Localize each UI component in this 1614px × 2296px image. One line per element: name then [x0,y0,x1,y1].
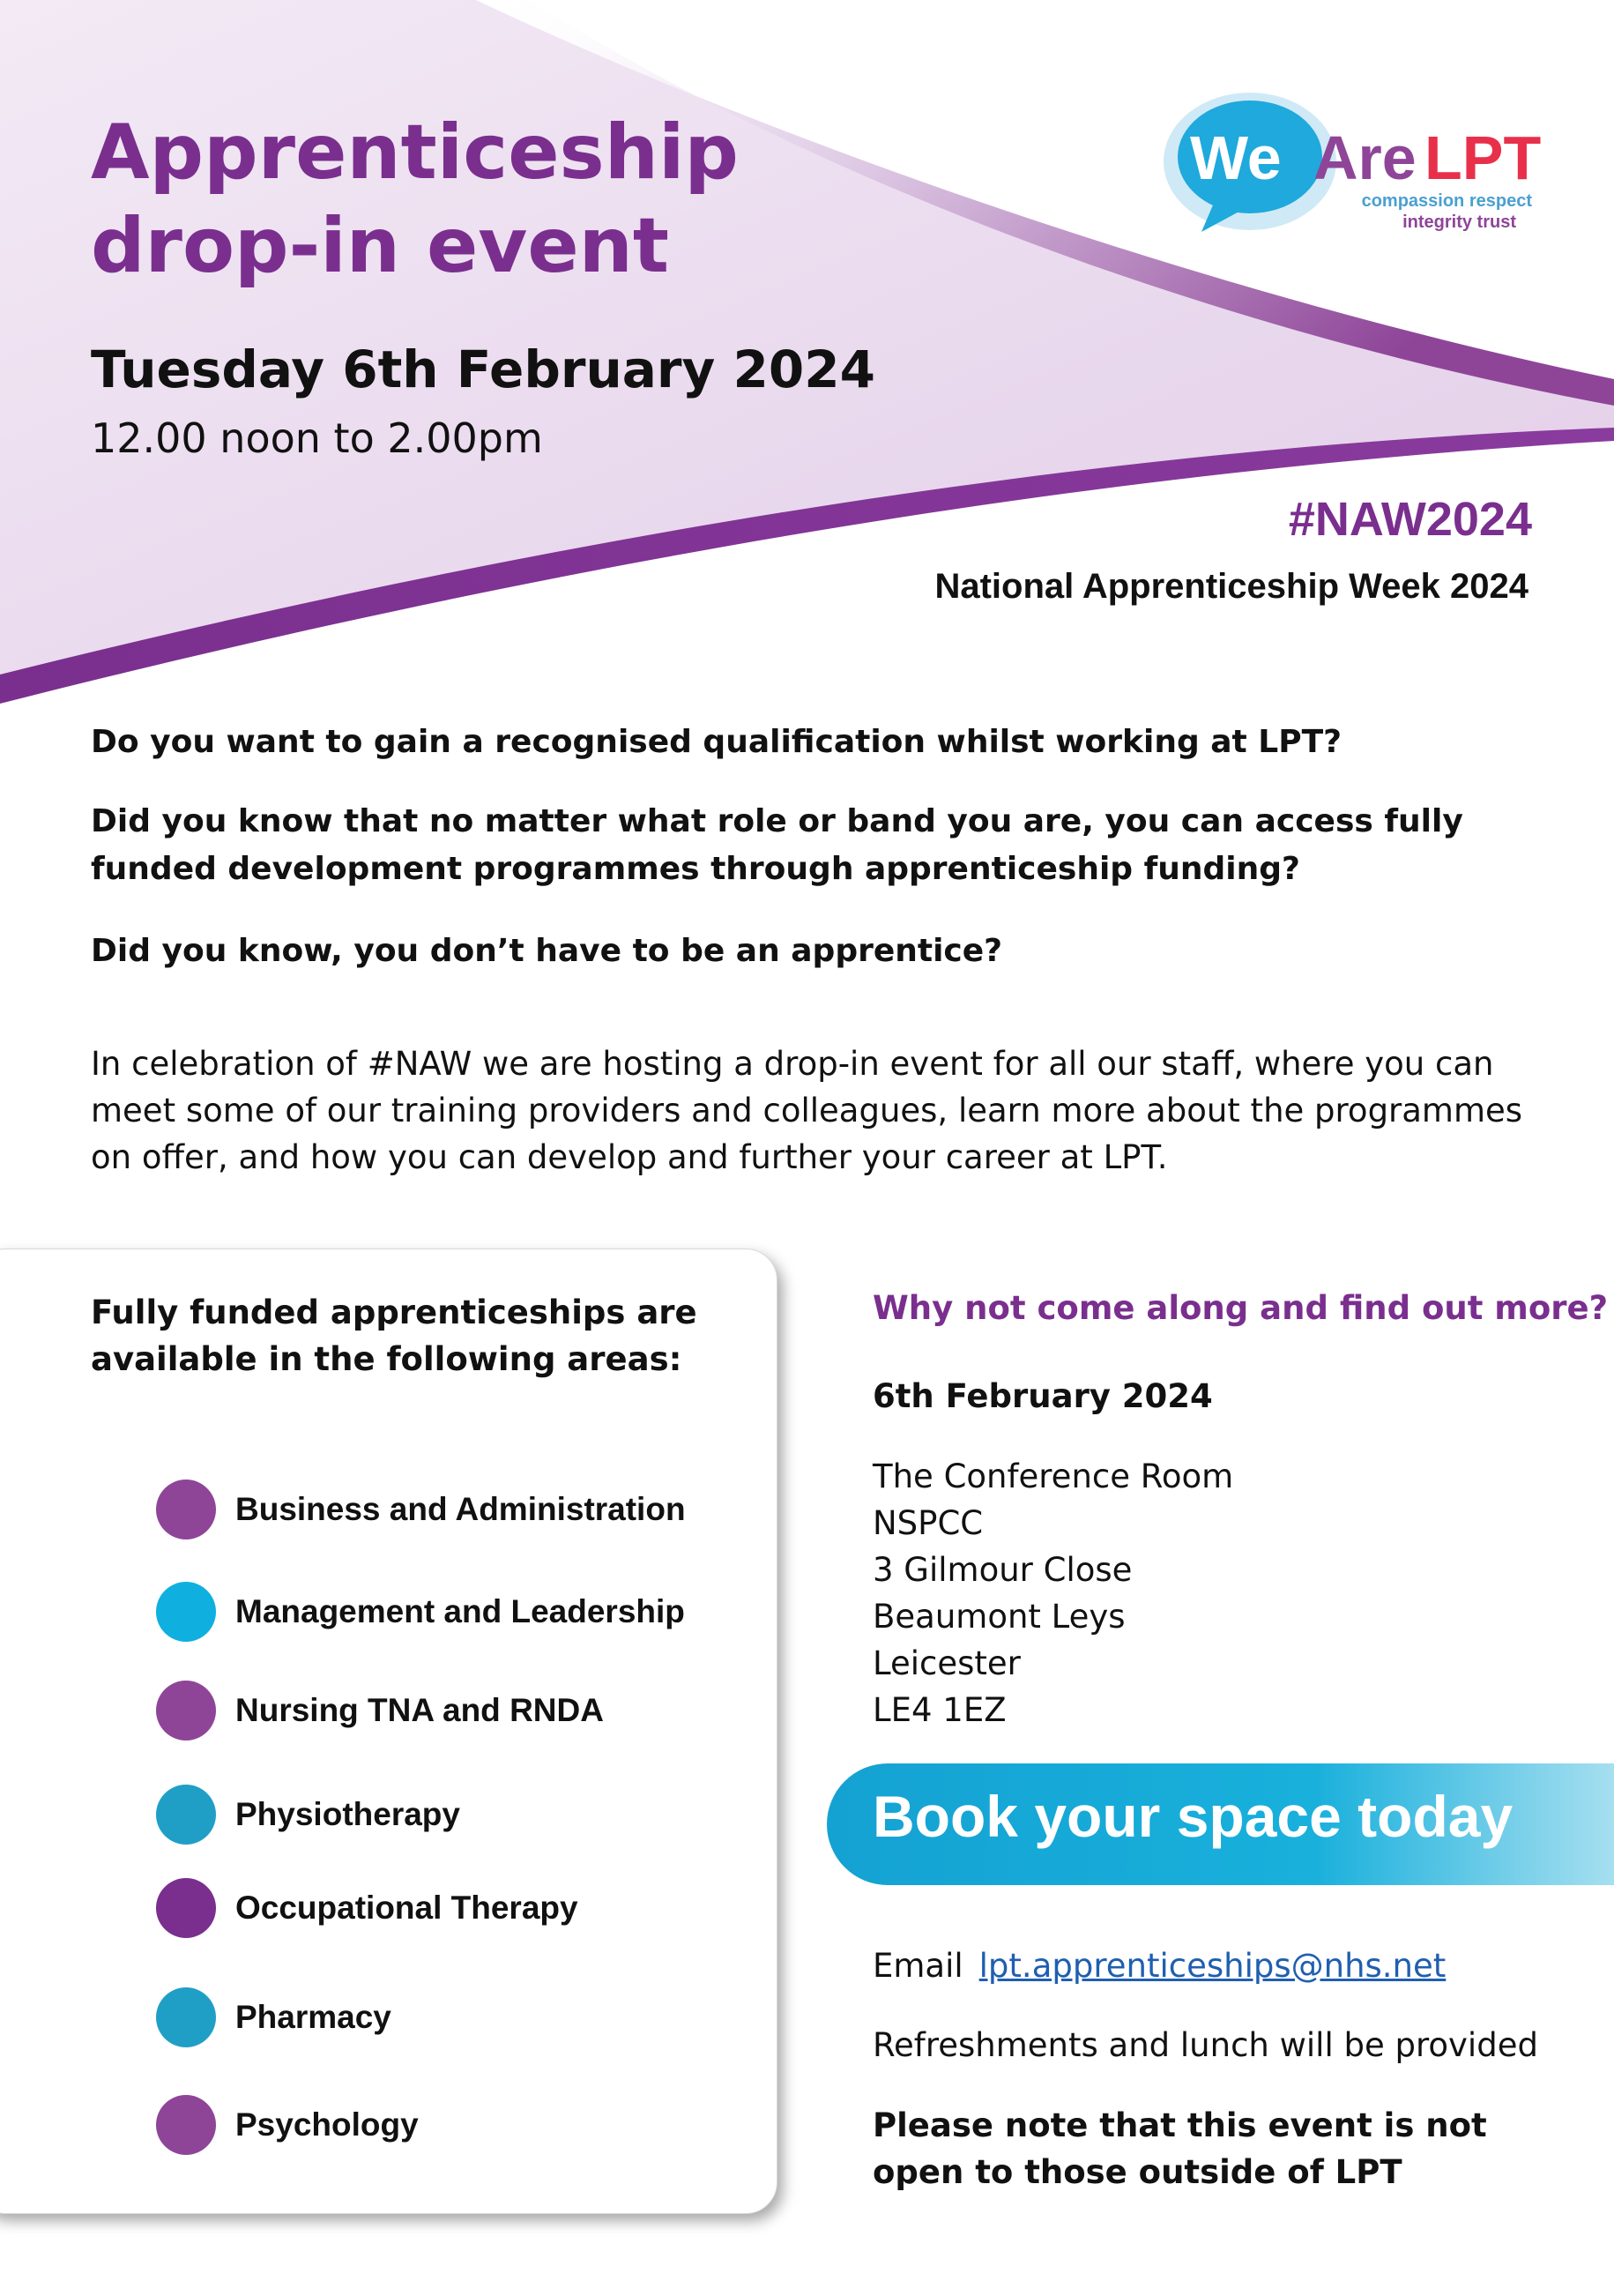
bullet-dot-icon [156,1987,216,2047]
bullet-dot-icon [156,1878,216,1938]
area-label: Nursing TNA and RNDA [235,1692,604,1728]
address-line: NSPCC [873,1504,984,1542]
question-1: Do you want to gain a recognised qualification whilst working at LPT? [91,724,1343,760]
area-item [156,1478,686,1541]
question-3: Did you know, you don’t have to be an apprentice? [91,933,1003,969]
area-item [156,2093,419,2157]
page-title [91,106,739,293]
area-label: Pharmacy [235,1999,391,2035]
week-name: National Apprenticeship Week 2024 [934,567,1528,606]
area-item [156,1876,578,1940]
address-line: 3 Gilmour Close [873,1551,1133,1589]
address-line: Leicester [873,1644,1021,1682]
title-line-2: drop-in event [91,202,670,290]
areas-card-title: Fully funded apprenticeships are available in the following areas: [91,1293,697,1378]
event-time: 12.00 noon to 2.00pm [91,414,543,462]
bullet-dot-icon [156,1582,216,1642]
area-item [156,1783,460,1846]
email-link[interactable]: lpt.apprenticeships@nhs.net [978,1947,1447,1985]
address-line: LE4 1EZ [873,1691,1007,1729]
logo-are: Are [1313,123,1417,192]
bullet-dot-icon [156,1681,216,1741]
event-date: 6th February 2024 [873,1377,1213,1415]
area-label: Physiotherapy [235,1796,460,1832]
bullet-dot-icon [156,2095,216,2155]
refreshments-note: Refreshments and lunch will be provided [873,2026,1538,2064]
area-label: Management and Leadership [235,1593,685,1629]
address-line: Beaumont Leys [873,1598,1126,1636]
logo-we: We [1190,123,1282,192]
logo-tagline-2: integrity trust [1402,212,1516,232]
question-2: Did you know that no matter what role or band you are, you can access fully funded development programmes through apprenticeship funding? [91,803,1463,887]
bullet-dot-icon [156,1785,216,1845]
wearelpt-logo [1162,86,1541,236]
area-label: Business and Administration [235,1491,686,1527]
address-line: The Conference Room [873,1457,1234,1495]
email-row [873,1947,1446,1985]
title-line-1: Apprenticeship [91,108,739,197]
book-your-space-label: Book your space today [873,1784,1514,1849]
logo-lpt: LPT [1424,123,1541,192]
area-label: Psychology [235,2106,419,2143]
find-out-more-prompt: Why not come along and find out more? [873,1289,1609,1327]
area-label: Occupational Therapy [235,1890,578,1926]
email-label: Email [873,1947,963,1985]
area-item [156,1679,604,1742]
restriction-note: Please note that this event is not open to those outside of LPT [873,2106,1487,2191]
bullet-dot-icon [156,1480,216,1539]
logo-tagline-1: compassion respect [1361,191,1532,211]
event-address [873,1453,1233,1733]
event-date-heading: Tuesday 6th February 2024 [91,339,875,399]
area-item [156,1580,685,1644]
area-item [156,1986,391,2049]
hashtag: #NAW2024 [1288,493,1532,546]
intro-paragraph: In celebration of #NAW we are hosting a drop-in event for all our staff, where you can meet some of our training providers and colleagues, learn more about the programmes on offer, and how you can develop and further your career at LPT. [91,1045,1523,1176]
